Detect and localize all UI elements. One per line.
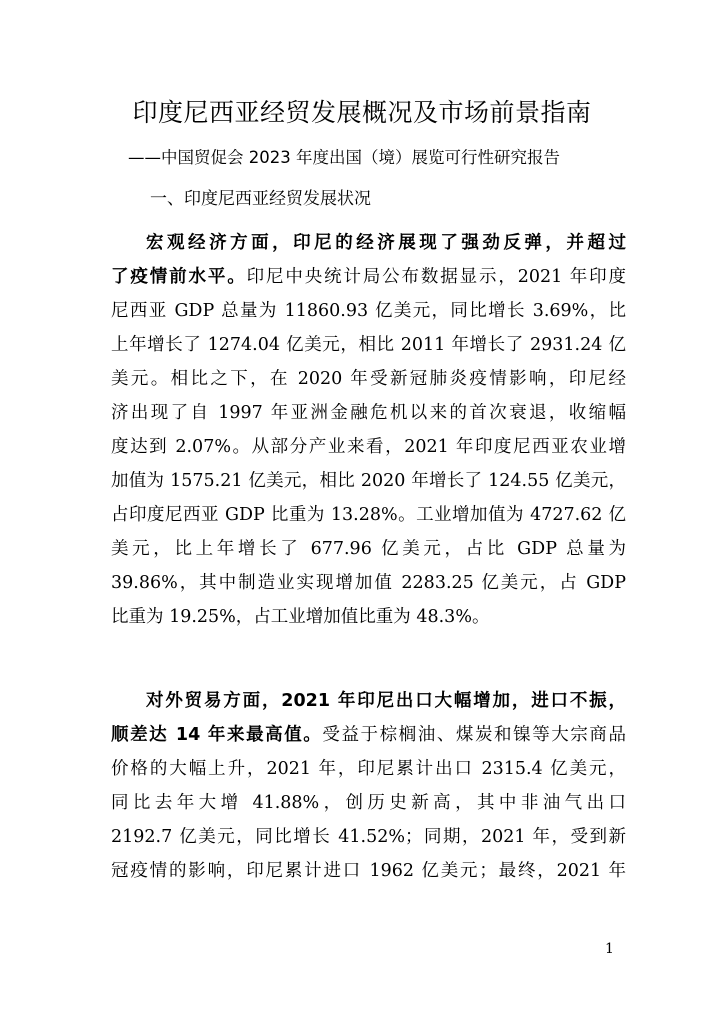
line-text: 加值为 1575.21 亿美元，相比 2020 年增长了 124.55 亿美元，: [111, 471, 626, 491]
page-number: 1: [605, 941, 614, 957]
line-text: 度达到 2.07%。从部分产业来看，2021 年印度尼西亚农业增: [111, 437, 626, 457]
paragraph-line: [111, 362, 626, 396]
paragraph-line: [111, 430, 626, 464]
line-text: 39.86%，其中制造业实现增加值 2283.25 亿美元，占 GDP: [111, 573, 626, 593]
paragraph-line: [111, 464, 626, 498]
paragraph-line: [111, 684, 626, 718]
bold-lead-text: 宏观经济方面，印尼的经济展现了强劲反弹，并超过: [146, 233, 626, 253]
document-title: 印度尼西亚经贸发展概况及市场前景指南: [132, 98, 592, 127]
document-subtitle: ——中国贸促会 2023 年度出国（境）展览可行性研究报告: [128, 148, 560, 167]
line-text: 美元。相比之下，在 2020 年受新冠肺炎疫情影响，印尼经: [111, 369, 626, 389]
paragraph-line: [111, 566, 626, 600]
line-text: 比重为 19.25%，占工业增加值比重为 48.3%。: [111, 607, 490, 627]
bold-lead-text: 顺差达 14 年来最高值。: [111, 725, 323, 745]
bold-lead-text: 了疫情前水平。: [111, 267, 247, 287]
paragraph-line: [111, 260, 626, 294]
paragraph-line: [111, 226, 626, 260]
paragraph-line: [111, 718, 626, 752]
line-text: 上年增长了 1274.04 亿美元，相比 2011 年增长了 2931.24 亿: [111, 335, 626, 355]
paragraph-line: [111, 752, 626, 786]
paragraph-line: [111, 328, 626, 362]
line-text: 受益于棕榈油、煤炭和镍等大宗商品: [322, 725, 626, 745]
line-text: 印尼中央统计局公布数据显示，2021 年印度: [246, 267, 626, 287]
line-text: 占印度尼西亚 GDP 比重为 13.28%。工业增加值为 4727.62 亿: [111, 505, 626, 525]
paragraph-line: [111, 294, 626, 328]
paragraph-macroeconomy: [111, 226, 626, 634]
paragraph-line: [111, 786, 626, 820]
bold-lead-text: 对外贸易方面，2021 年印尼出口大幅增加，进口不振，: [146, 691, 626, 711]
paragraph-line: [111, 396, 626, 430]
section-heading: 一、印度尼西亚经贸发展状况: [150, 189, 371, 209]
paragraph-line: [111, 532, 626, 566]
paragraph-line: [111, 854, 626, 888]
paragraph-foreign-trade: [111, 684, 626, 888]
paragraph-line: [111, 600, 626, 634]
line-text: 冠疫情的影响，印尼累计进口 1962 亿美元；最终，2021 年: [111, 861, 626, 881]
line-text: 价格的大幅上升，2021 年，印尼累计出口 2315.4 亿美元，: [111, 759, 626, 779]
line-text: 同比去年大增 41.88%，创历史新高，其中非油气出口: [111, 793, 626, 813]
line-text: 济出现了自 1997 年亚洲金融危机以来的首次衰退，收缩幅: [111, 403, 626, 423]
paragraph-line: [111, 498, 626, 532]
line-text: 尼西亚 GDP 总量为 11860.93 亿美元，同比增长 3.69%，比: [111, 301, 626, 321]
line-text: 美元，比上年增长了 677.96 亿美元，占比 GDP 总量为: [111, 539, 626, 559]
line-text: 2192.7 亿美元，同比增长 41.52%；同期，2021 年，受到新: [111, 827, 626, 847]
paragraph-line: [111, 820, 626, 854]
